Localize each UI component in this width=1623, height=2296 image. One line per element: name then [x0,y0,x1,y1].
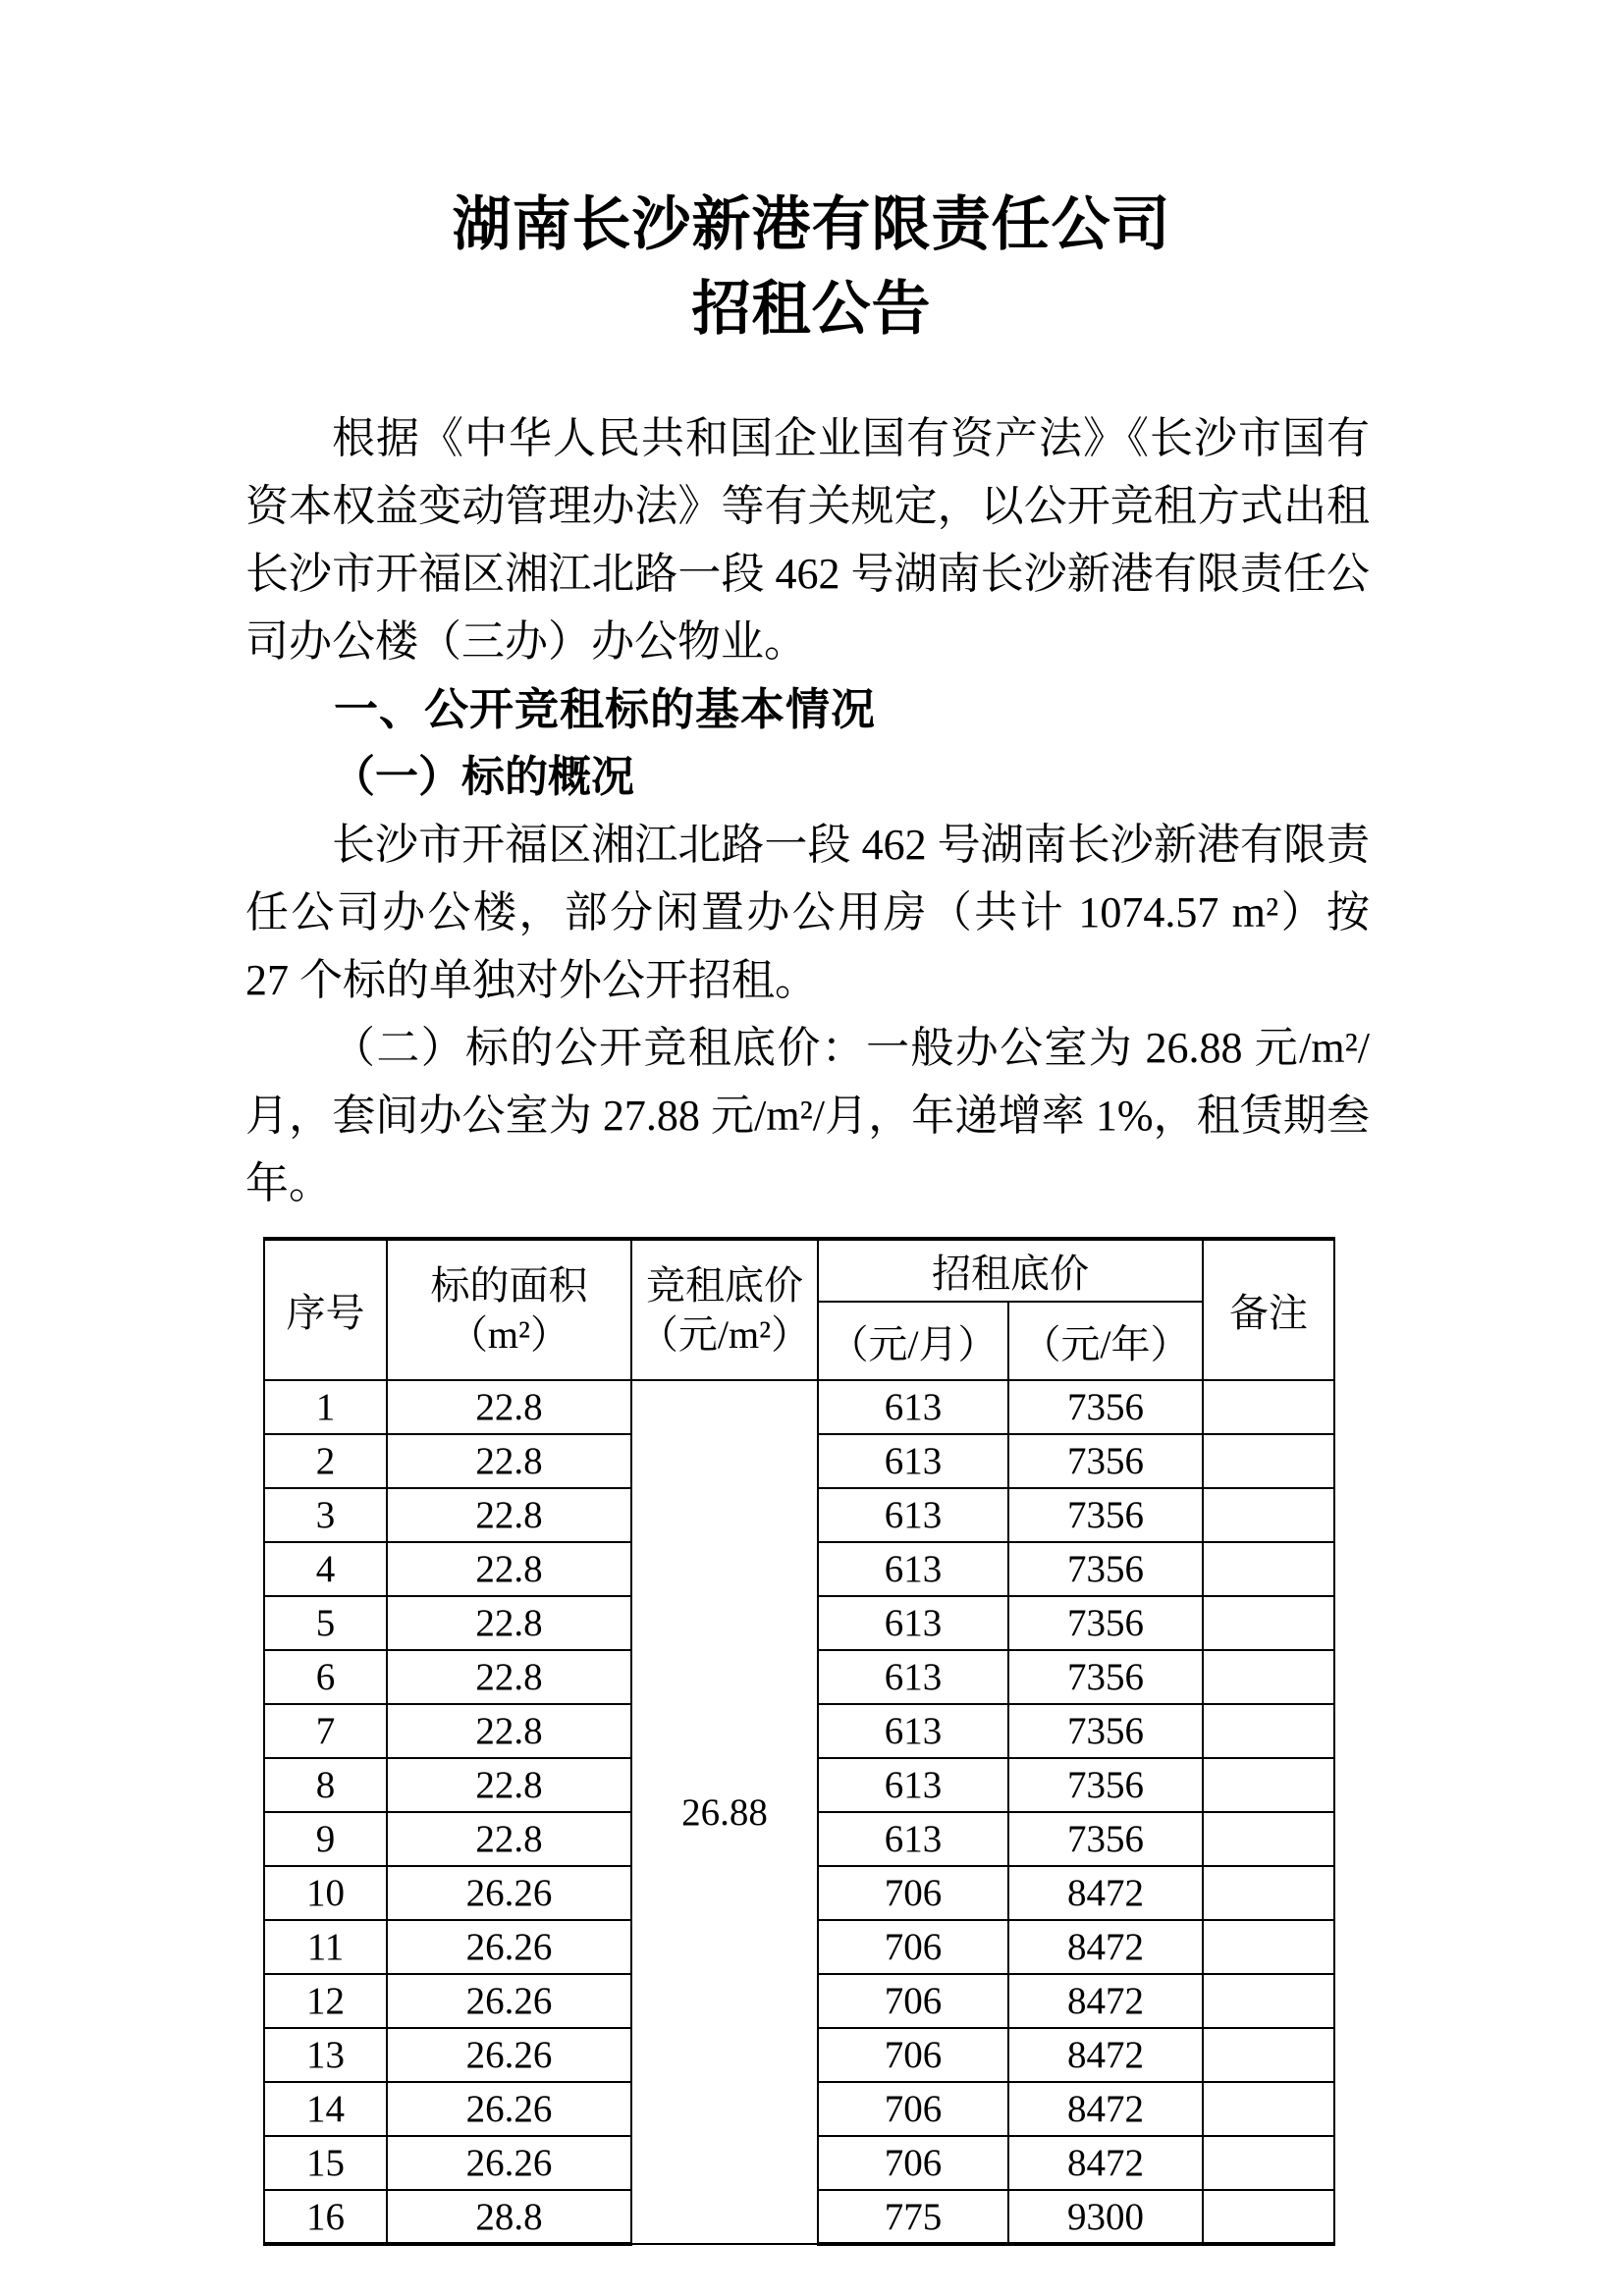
cell-rent-year: 7356 [1008,1758,1203,1812]
cell-no: 11 [264,1920,387,1974]
header-area-line2: （m²） [448,1311,570,1357]
cell-rent-year: 8472 [1008,2136,1203,2190]
cell-no: 10 [264,1866,387,1920]
cell-area: 26.26 [387,2082,631,2136]
header-rent-month: （元/月） [818,1302,1008,1380]
cell-area: 26.26 [387,1974,631,2028]
cell-remark [1203,1380,1334,1434]
cell-rent-month: 613 [818,1542,1008,1596]
cell-remark [1203,1650,1334,1704]
cell-remark [1203,1704,1334,1758]
header-row-1 [264,1239,1334,1302]
header-base-price [631,1239,818,1380]
cell-rent-year: 8472 [1008,1974,1203,2028]
cell-remark [1203,1920,1334,1974]
cell-rent-month: 706 [818,1920,1008,1974]
cell-area: 22.8 [387,1542,631,1596]
cell-remark [1203,2028,1334,2082]
cell-no: 3 [264,1488,387,1542]
cell-rent-year: 9300 [1008,2190,1203,2244]
header-base-price-line1: 竞租底价 [646,1262,803,1308]
cell-area: 22.8 [387,1488,631,1542]
cell-area: 22.8 [387,1434,631,1488]
cell-area: 22.8 [387,1650,631,1704]
cell-rent-month: 613 [818,1704,1008,1758]
cell-no: 15 [264,2136,387,2190]
cell-rent-year: 8472 [1008,1920,1203,1974]
cell-area: 22.8 [387,1758,631,1812]
cell-rent-year: 8472 [1008,1866,1203,1920]
cell-rent-month: 706 [818,2136,1008,2190]
cell-no: 12 [264,1974,387,2028]
cell-rent-month: 706 [818,2028,1008,2082]
header-rent-group: 招租底价 [818,1239,1203,1302]
cell-no: 7 [264,1704,387,1758]
subsection-1-heading: （一）标的概况 [332,753,634,801]
cell-remark [1203,1434,1334,1488]
cell-no: 16 [264,2190,387,2244]
cell-rent-year: 7356 [1008,1488,1203,1542]
cell-remark [1203,2136,1334,2190]
header-no: 序号 [264,1239,387,1380]
cell-area: 26.26 [387,2028,631,2082]
cell-no: 9 [264,1812,387,1866]
cell-area: 26.26 [387,1866,631,1920]
cell-no: 8 [264,1758,387,1812]
cell-remark [1203,1758,1334,1812]
merged-base-price-cell: 26.88 [631,1380,818,2244]
cell-no: 6 [264,1650,387,1704]
header-base-price-line2: （元/m²） [638,1311,811,1357]
cell-area: 22.8 [387,1380,631,1434]
header-area [387,1239,631,1380]
cell-rent-year: 7356 [1008,1650,1203,1704]
cell-rent-year: 7356 [1008,1542,1203,1596]
cell-rent-month: 706 [818,1866,1008,1920]
cell-no: 13 [264,2028,387,2082]
cell-rent-month: 613 [818,1380,1008,1434]
cell-rent-year: 8472 [1008,2082,1203,2136]
cell-rent-month: 613 [818,1596,1008,1650]
cell-area: 22.8 [387,1812,631,1866]
cell-area: 22.8 [387,1596,631,1650]
cell-no: 2 [264,1434,387,1488]
cell-rent-month: 613 [818,1434,1008,1488]
cell-no: 5 [264,1596,387,1650]
rent-table [263,1237,1335,2246]
cell-no: 1 [264,1380,387,1434]
header-rent-year: （元/年） [1008,1302,1203,1380]
cell-rent-month: 613 [818,1650,1008,1704]
document-title [0,0,1623,351]
cell-remark [1203,2082,1334,2136]
section-1-heading: 一、公开竞租标的基本情况 [334,684,877,734]
title-line-2: 招租公告 [691,277,932,342]
rent-table-header [264,1239,1334,1380]
cell-rent-month: 775 [818,2190,1008,2244]
subsection-2-paragraph: （二）标的公开竞租底价：一般办公室为 26.88 元/m²/月，套间办公室为 27.88 元/m²/月，年递增率 1%，租赁期叁年。 [245,1024,1370,1207]
cell-rent-year: 8472 [1008,2028,1203,2082]
cell-rent-year: 7356 [1008,1704,1203,1758]
cell-rent-month: 706 [818,2082,1008,2136]
cell-remark [1203,1866,1334,1920]
cell-rent-month: 706 [818,1974,1008,2028]
intro-paragraph: 根据《中华人民共和国企业国有资产法》《长沙市国有资本权益变动管理办法》等有关规定，以公开竞租方式出租长沙市开福区湘江北路一段 462 号湖南长沙新港有限责任公司办公楼（三办）办公物业。 [245,414,1370,666]
cell-rent-year: 7356 [1008,1596,1203,1650]
cell-no: 4 [264,1542,387,1596]
cell-rent-year: 7356 [1008,1812,1203,1866]
cell-area: 28.8 [387,2190,631,2244]
rent-table-body [264,1380,1334,2244]
cell-area: 26.26 [387,1920,631,1974]
subsection-1-paragraph: 长沙市开福区湘江北路一段 462 号湖南长沙新港有限责任公司办公楼，部分闲置办公用房（共计 1074.57 m²）按 27 个标的单独对外公开招租。 [245,821,1370,1004]
cell-area: 26.26 [387,2136,631,2190]
title-line-1: 湖南长沙新港有限责任公司 [452,192,1171,257]
cell-rent-month: 613 [818,1812,1008,1866]
cell-rent-month: 613 [818,1758,1008,1812]
cell-remark [1203,1974,1334,2028]
cell-remark [1203,1542,1334,1596]
cell-area: 22.8 [387,1704,631,1758]
cell-remark [1203,1812,1334,1866]
cell-rent-year: 7356 [1008,1380,1203,1434]
cell-rent-year: 7356 [1008,1434,1203,1488]
cell-rent-month: 613 [818,1488,1008,1542]
header-area-line1: 标的面积 [430,1262,588,1308]
table-row [264,1380,1334,1434]
cell-remark [1203,1596,1334,1650]
cell-remark [1203,2190,1334,2244]
header-remark: 备注 [1203,1239,1334,1380]
cell-remark [1203,1488,1334,1542]
document-body [245,404,1370,1217]
cell-no: 14 [264,2082,387,2136]
